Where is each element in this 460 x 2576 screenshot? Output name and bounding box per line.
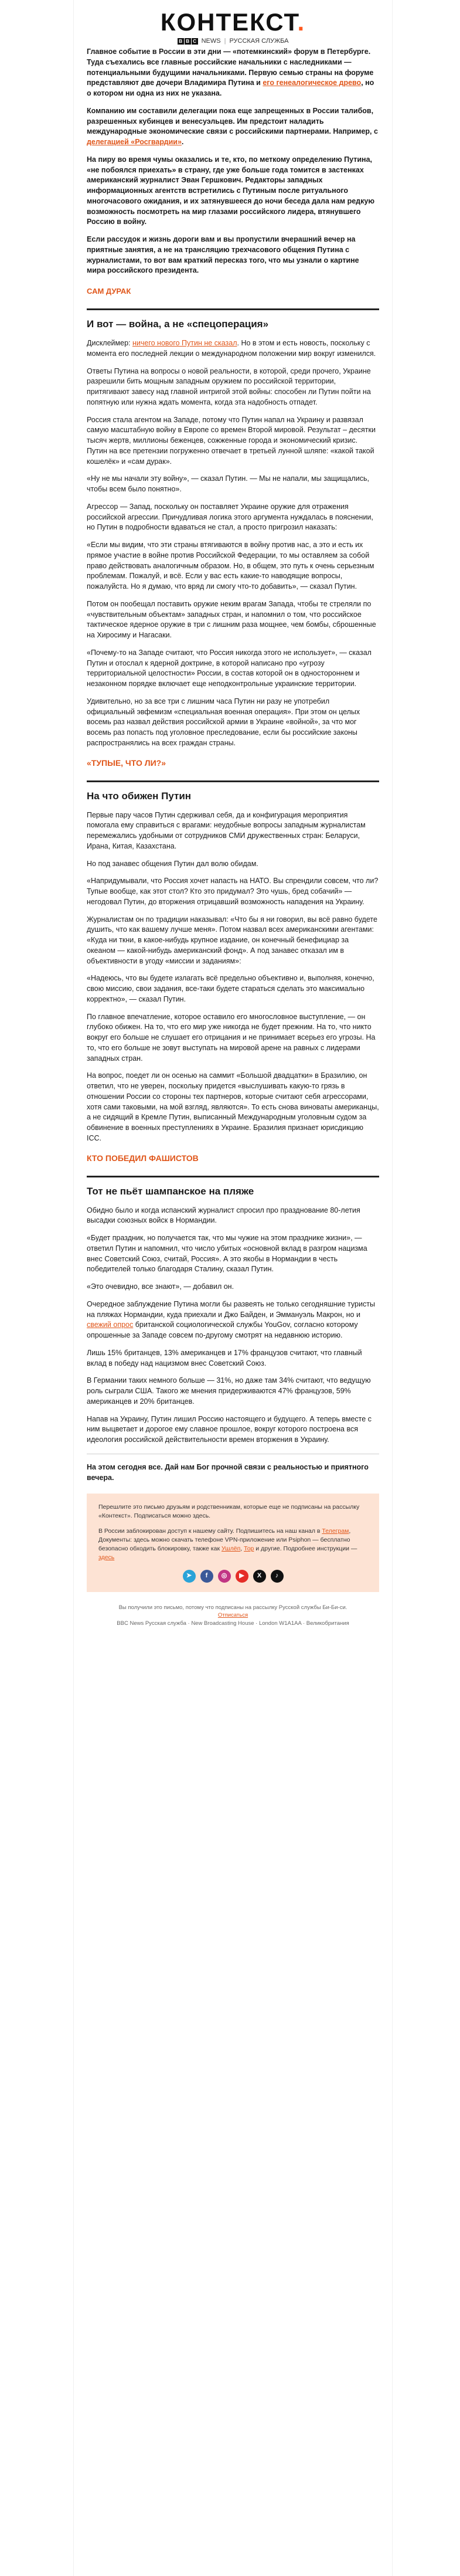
text: Очередное заблуждение Путина могли бы развеять не только сегодняшние туристы на пляжах Нормандии, куда приехали и Джо Байден, и Эммануэль Макрон, но и <box>87 1299 375 1319</box>
section-title: На что обижен Путин <box>87 790 192 802</box>
paragraph: «Будет праздник, но получается так, что мы чужие на этом празднике жизни», — ответил Путин и напомнил, что число убитых «основной вклад в разгром нацизма внес Советский Союз, считай, Россия». А это якобы в Нормандии в честь победителей только благодаря Сталину, сказал Путин. <box>87 1234 367 1274</box>
unsubscribe-link[interactable]: Отписаться <box>217 1612 248 1619</box>
news-label: NEWS <box>201 38 221 45</box>
nothing-new-link[interactable]: ничего нового Путин не сказал <box>132 339 237 347</box>
text: , но о котором ни одна из них не указана. <box>87 79 374 97</box>
section-champagne <box>74 1186 392 1484</box>
paragraph: «Это очевидно, все знают», — добавил он. <box>87 1282 234 1291</box>
yougov-poll-link[interactable]: свежий опрос <box>87 1321 134 1329</box>
paragraph: Лишь 15% британцев, 13% американцев и 17% французов считают, что главный вклад в победу над нацизмом внес Советский Союз. <box>87 1348 362 1367</box>
intro-paragraph <box>87 106 379 148</box>
paragraph: По главное впечатление, которое оставило его многословное выступление, — он глубоко обижен. На то, что его мир уже никогда не будет прежним. На то, что никто вокруг его больше не слушает его отрицания и не принимает всерьез его угрозы. На то, что его больше не зовут выступать на мировой арене на равных с лидерами западных стран. <box>87 1012 376 1063</box>
logo-dot: . <box>297 8 306 36</box>
intro-paragraph <box>87 47 379 99</box>
paragraph: Журналистам он по традиции наказывал: «Что бы я ни говорил, вы всё равно будете душить, что как вашему лучше меня». Потом назвал всех американскими агентами: «Куда ни ткни, в какое-нибудь крупное издание, он конечный бенефициар за океаном — какой-нибудь американский фонд». А под занавес отказал им в объективности в угоду «миссии и заданиям»: <box>87 915 377 965</box>
genealogy-link[interactable]: его генеалогическое древо <box>263 79 362 87</box>
closing-line: На этом сегодня все. Дай нам Бог прочной связи с реальностью и приятного вечера. <box>87 1462 369 1482</box>
text: В России заблокирован доступ к нашему сайту. Подпишитесь на наш канал в <box>98 1527 322 1535</box>
instructions-link[interactable]: здесь <box>98 1554 115 1562</box>
pull-quote: КТО ПОБЕДИЛ ФАШИСТОВ <box>87 1153 199 1163</box>
text: Дисклеймер: <box>87 339 132 347</box>
section-title: И вот — война, а не «спецоперация» <box>87 318 269 330</box>
separator: | <box>224 38 226 45</box>
text: Компанию им составили делегации пока еще запрещенных в России талибов, разрешенных кубинцев и венесуэльцев. Им предстоит наладить международные экономические связи с российскими партнерами. Например, с <box>87 106 378 136</box>
service-label: РУССКАЯ СЛУЖБА <box>229 38 289 45</box>
header <box>74 0 392 47</box>
paragraph: «Почему-то на Западе считают, что Россия никогда этого не использует», — сказал Путин и отослал к ядерной доктрине, в которой написано про «угрозу территориальной целостности» России, в состав которой он в одностороннем и незаконном порядке включает еще неподконтрольные украинские территории. <box>87 648 372 688</box>
facebook-icon[interactable]: f <box>200 1570 213 1583</box>
tiktok-icon[interactable]: ♪ <box>271 1570 284 1583</box>
access-note <box>98 1527 367 1563</box>
section-grievance <box>74 790 392 1177</box>
intro-paragraph: На пиру во время чумы оказались и те, кто, по меткому определению Путина, «не побоялся приехать» в страну, где уже больше года томится в застенках американский журналист Эван Гершкович. Редакторы западных информационных агентств встретились с Путиным после ритуального многочасового ожидания, и их затянувшееся до ночи беседа дала нам редкую возможность посмотреть на мир глазами российского лидера, втянувшего Россию в войну. <box>87 155 375 226</box>
instagram-icon[interactable]: ◎ <box>218 1570 231 1583</box>
intro-section <box>74 47 392 310</box>
bbc-letter: C <box>192 38 198 45</box>
section-war <box>74 318 392 782</box>
paragraph: Россия стала агентом на Западе, потому что Путин напал на Украину и развязал самую масштабную войну в Европе со времен Второй мировой. Результат – десятки тысяч жертв, миллионы беженцев, сожженные города и экономический кризис. Путин на все претензии погруженно отвечает в третьей лунной шляпе: «какой такой кошелёк» и «сам дурак». <box>87 415 376 466</box>
text: . Но в этом и есть новость, поскольку с момента его последней лекции о международном положении мир вокруг изменился. <box>87 339 376 358</box>
paragraph: Первые пару часов Путин сдерживал себя, да и конфигурация мероприятия помогала ему справиться с врагами: неудобные вопросы западным журналистам перемежались удобными от сотрудников СМИ дружественных стран: Беларуси, Ирана, Китая, Казахстана. <box>87 810 366 850</box>
text: Главное событие в России в эти дни — «потемкинский» форум в Петербурге. Туда съехались все главные российские начальники с наследниками — потенциальными будущими начальниками. Первую семью страны на форуме представляют две дочери Владимира Путина и <box>87 47 374 87</box>
paragraph: Агрессор — Запад, поскольку он поставляет Украине оружие для отражения российской агрессии. Причудливая логика этого аргумента нуждалась в пояснении, но Путин в подробности вдаваться не стал, а просто пригрозил наказать: <box>87 502 373 532</box>
x-icon[interactable]: X <box>253 1570 266 1583</box>
tor-link[interactable]: Тор <box>244 1545 254 1553</box>
forward-note: Перешлите это письмо друзьям и родственникам, которые еще не подписаны на рассылку «Контекст». Подписаться можно здесь. <box>98 1503 360 1520</box>
telegram-icon[interactable]: ➤ <box>183 1570 196 1583</box>
paragraph: Обидно было и когда испанский журналист спросил про празднование 80-летия высадки союзных войск в Нормандии. <box>87 1206 360 1225</box>
logo-text: КОНТЕКСТ <box>160 8 298 36</box>
paragraph: Напав на Украину, Путин лишил Россию настоящего и будущего. А теперь вместе с ним выцветает и дорогое ему славное прошлое, вокруг которого построена вся идеология российской действительности времен вторжения в Украину. <box>87 1414 372 1444</box>
paragraph: На вопрос, поедет ли он осенью на саммит «Большой двадцатки» в Бразилию, он ответил, что не уверен, поскольку придется «выслушивать какую-то грязь в отношении России со стороны тех партнеров, которые считают себя агрессорами, хотя сами таковыми, на мой взгляд, являются». То есть снова виноваты американцы, а не сидящий в Кремле Путин, выписанный Международным уголовным судом за обвинение в военных преступлениях в Украине. Бразилия признает юрисдикцию ICC. <box>87 1071 379 1142</box>
intro-paragraph: Если рассудок и жизнь дороги вам и вы пропустили вчерашний вечер на приятные занятия, а не на трансляцию трехчасового общения Путина с журналистами, то вот вам краткий пересказ того, что мы узнали о картине мира российского президента. <box>87 235 359 275</box>
paragraph: «Надеюсь, что вы будете излагать всё предельно объективно и, выполняя, конечно, свою миссию, свои задания, все-таки будете стараться сделать это максимально корректно», — сказал Путин. <box>87 974 374 1003</box>
paragraph <box>87 1299 379 1341</box>
footer-box <box>87 1494 379 1591</box>
section-tag: САМ ДУРАК <box>87 287 131 296</box>
social-links <box>98 1570 367 1583</box>
text: , <box>240 1545 244 1553</box>
subscription-note: Вы получили это письмо, потому что подписаны на рассылку Русской службы Би-Би-си. <box>118 1604 347 1611</box>
paragraph: «Если мы видим, что эти страны втягиваются в войну против нас, а это и есть их прямое участие в войне против Российской Федерации, то мы оставляем за собой право действовать аналогичным образом. Но, в общем, это путь к очень серьезным проблемам. Пожалуй, и всё. Если у вас есть какие-то наводящие вопросы, пожалуйста. Но я думаю, что вряд ли смогу что-то добавить», — сказал Путин. <box>87 541 374 590</box>
newsletter-card <box>73 0 393 2576</box>
vpn-link[interactable]: Ушлёп <box>221 1545 241 1553</box>
bbc-letter: B <box>178 38 184 45</box>
paragraph: Ответы Путина на вопросы о новой реальности, в которой, среди прочего, Украине разрешили бить мощным западным оружием по российской территории, притягивают завесу над главной интригой этой войны: способен ли Путин пойти на попятную или нужна ждать момента, когда эта надобность отпадет. <box>87 366 371 406</box>
bbc-logo <box>178 38 198 45</box>
bbc-letter: B <box>185 38 191 45</box>
text: , Документы: здесь можно скачать телефоне VPN-приложение или Psiphon — бесплатно безопасно обходить блокировку, также как <box>98 1527 351 1553</box>
section-rule <box>87 308 379 310</box>
paragraph: «Напридумывали, что Россия хочет напасть на НАТО. Вы спрендили совсем, что ли? Тупые вообще, как этот стол? Кто это придумал? Это чушь, бред собачий» — негодовал Путин, до вторжения отрицавший возможность нападения на Украину. <box>87 877 379 906</box>
youtube-icon[interactable]: ▶ <box>236 1570 248 1583</box>
section-rule <box>87 1176 379 1177</box>
section-title: Тот не пьёт шампанское на пляже <box>87 1185 254 1197</box>
paragraph: Удивительно, но за все три с лишним часа Путин ни разу не употребил официальный эвфемизм «специальная военная операция». При этом он целых восемь раз назвал действия российской армии в Украине «войной», за что мог восемь раз попасть под уголовное преследование, если бы российские законы распространялись на всех граждан страны. <box>87 697 360 747</box>
paragraph: В Германии таких немного больше — 31%, но даже там 34% считают, что ведущую роль сыграли США. Такого же мнения придерживаются 47% французов, 59% американцев и 20% британцев. <box>87 1376 371 1406</box>
bbc-subbrand <box>74 38 392 45</box>
paragraph <box>87 338 379 359</box>
post-footer <box>74 1604 392 1628</box>
pull-quote: «ТУПЫЕ, ЧТО ЛИ?» <box>87 758 166 768</box>
section-rule <box>87 780 379 782</box>
paragraph: Но под занавес общения Путин дал волю обидам. <box>87 859 258 868</box>
paragraph: «Ну не мы начали эту войну», — сказал Путин. — Мы не напали, мы защищались, чтобы всем было понятно». <box>87 474 369 493</box>
address: BBC News Русская служба · New Broadcasting House · London W1A1AA · Великобритания <box>117 1620 349 1627</box>
text: и другие. Подробнее инструкции — <box>254 1545 357 1553</box>
text: . <box>181 138 184 146</box>
rosgvardia-link[interactable]: делегацией «Росгвардии» <box>87 138 182 146</box>
text: британской социологической службы YouGov, согласно которому опрошенные за Западе совсем по-другому смотрят на недавнюю историю. <box>87 1321 358 1339</box>
paragraph: Потом он пообещал поставить оружие неким врагам Запада, чтобы те стреляли по «чувствительным объектам» западных стран, и напомнил о том, что российское тактическое ядерное оружие в три с лишним раза мощнее, чем бомбы, сброшенные на Хиросиму и Нагасаки. <box>87 599 376 639</box>
telegram-link[interactable]: Телеграм <box>322 1527 349 1535</box>
newsletter-logo[interactable] <box>74 0 392 36</box>
